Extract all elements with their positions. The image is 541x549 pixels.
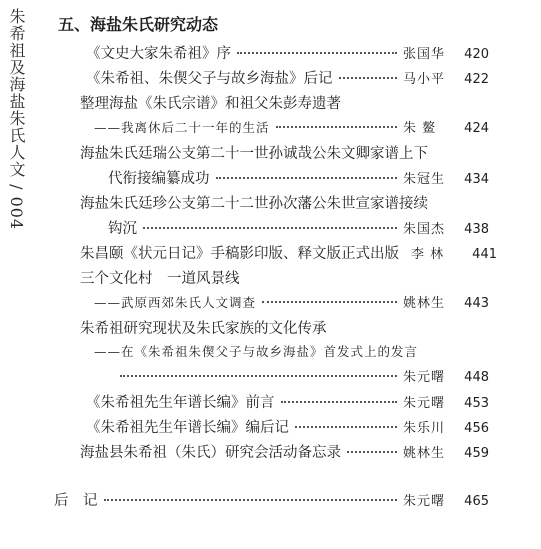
- entry-author: 李 林: [411, 247, 445, 262]
- entry-author: 朱元曙: [403, 370, 446, 385]
- entry-author: 张国华: [403, 47, 446, 62]
- entry-author: 朱国杰: [403, 222, 446, 237]
- entry-subtitle: ——武原西郊朱氏人文调查: [94, 295, 257, 310]
- entry-author: 马小平: [403, 72, 446, 87]
- leader-dots: [143, 227, 397, 229]
- toc-entry-title-line[interactable]: 海盐朱氏廷瑞公支第二十一世孙诚哉公朱文卿家谱上下: [80, 146, 428, 162]
- entry-title: 《朱希祖先生年谱长编》编后记: [86, 420, 289, 436]
- entry-page: 465: [464, 494, 489, 509]
- leader-dots: [237, 52, 397, 54]
- entry-title: 《朱希祖先生年谱长编》前言: [86, 395, 275, 411]
- entry-author: 朱 鳌: [403, 121, 437, 136]
- leader-dots: [262, 301, 397, 303]
- entry-author: 朱元曙: [403, 494, 446, 509]
- entry-author: 姚林生: [403, 446, 446, 461]
- spine-running-header: 朱希祖及海盐朱氏人文 / 004: [7, 8, 26, 231]
- section-title: 五、海盐朱氏研究动态: [58, 15, 219, 34]
- entry-subtitle: ——我离休后二十一年的生活: [94, 120, 270, 135]
- entry-page: 424: [464, 121, 489, 136]
- entry-page: 420: [464, 47, 489, 62]
- entry-subtitle: ——在《朱希祖朱偰父子与故乡海盐》首发式上的发言: [94, 344, 419, 359]
- leader-dots: [120, 375, 397, 377]
- toc-entry[interactable]: [94, 292, 489, 311]
- leader-dots: [104, 499, 398, 501]
- entry-page: 438: [464, 222, 489, 237]
- toc-entry-title-line[interactable]: 三个文化村 一道风景线: [80, 271, 240, 287]
- toc-entry[interactable]: [108, 217, 489, 238]
- toc-entry[interactable]: [94, 117, 489, 136]
- entry-title: 海盐县朱希祖（朱氏）研究会活动备忘录: [80, 445, 341, 461]
- entry-page: 443: [464, 296, 489, 311]
- entry-page: 453: [464, 396, 489, 411]
- toc-entry-title-line[interactable]: 整理海盐《朱氏宗谱》和祖父朱彭寿遗著: [80, 96, 341, 112]
- toc-entry[interactable]: [86, 42, 489, 63]
- entry-page: 434: [464, 172, 489, 187]
- entry-title: 《朱希祖、朱偰父子与故乡海盐》后记: [86, 71, 333, 87]
- entry-page: 441: [472, 247, 497, 262]
- toc-entry[interactable]: [108, 167, 489, 188]
- toc-entry[interactable]: [86, 391, 489, 412]
- entry-page: 459: [464, 446, 489, 461]
- toc-entry[interactable]: [54, 489, 489, 510]
- toc-entry-title-line[interactable]: 朱希祖研究现状及朱氏家族的文化传承: [80, 321, 327, 337]
- toc-entry[interactable]: [80, 441, 489, 462]
- leader-dots: [276, 126, 397, 128]
- entry-author: 朱元曙: [403, 396, 446, 411]
- entry-title: 《文史大家朱希祖》序: [86, 46, 231, 62]
- leader-dots: [295, 426, 397, 428]
- leader-dots: [347, 451, 397, 453]
- toc-entry-subtitle-line: [94, 342, 418, 360]
- leader-dots: [281, 401, 398, 403]
- entry-author: 姚林生: [403, 296, 446, 311]
- entry-title-continued: 钩沉: [108, 221, 137, 237]
- toc-entry[interactable]: [86, 416, 489, 437]
- entry-title-continued: 代衔接编纂成功: [108, 171, 210, 187]
- entry-author: 朱乐川: [403, 421, 446, 436]
- leader-dots: [339, 77, 398, 79]
- entry-page: 456: [464, 421, 489, 436]
- entry-title: 朱昌颐《状元日记》手稿影印版、释文版正式出版: [80, 246, 399, 262]
- entry-page: 422: [464, 72, 489, 87]
- toc-entry[interactable]: [86, 67, 489, 88]
- entry-page: 448: [464, 370, 489, 385]
- toc-entry-title-line[interactable]: 海盐朱氏廷珍公支第二十二世孙次藩公朱世宣家谱接续: [80, 196, 428, 212]
- leader-dots: [216, 177, 398, 179]
- toc-entry[interactable]: [80, 242, 497, 263]
- entry-author: 朱冠生: [403, 172, 446, 187]
- toc-entry[interactable]: [120, 366, 489, 385]
- entry-title: 后 记: [54, 493, 98, 509]
